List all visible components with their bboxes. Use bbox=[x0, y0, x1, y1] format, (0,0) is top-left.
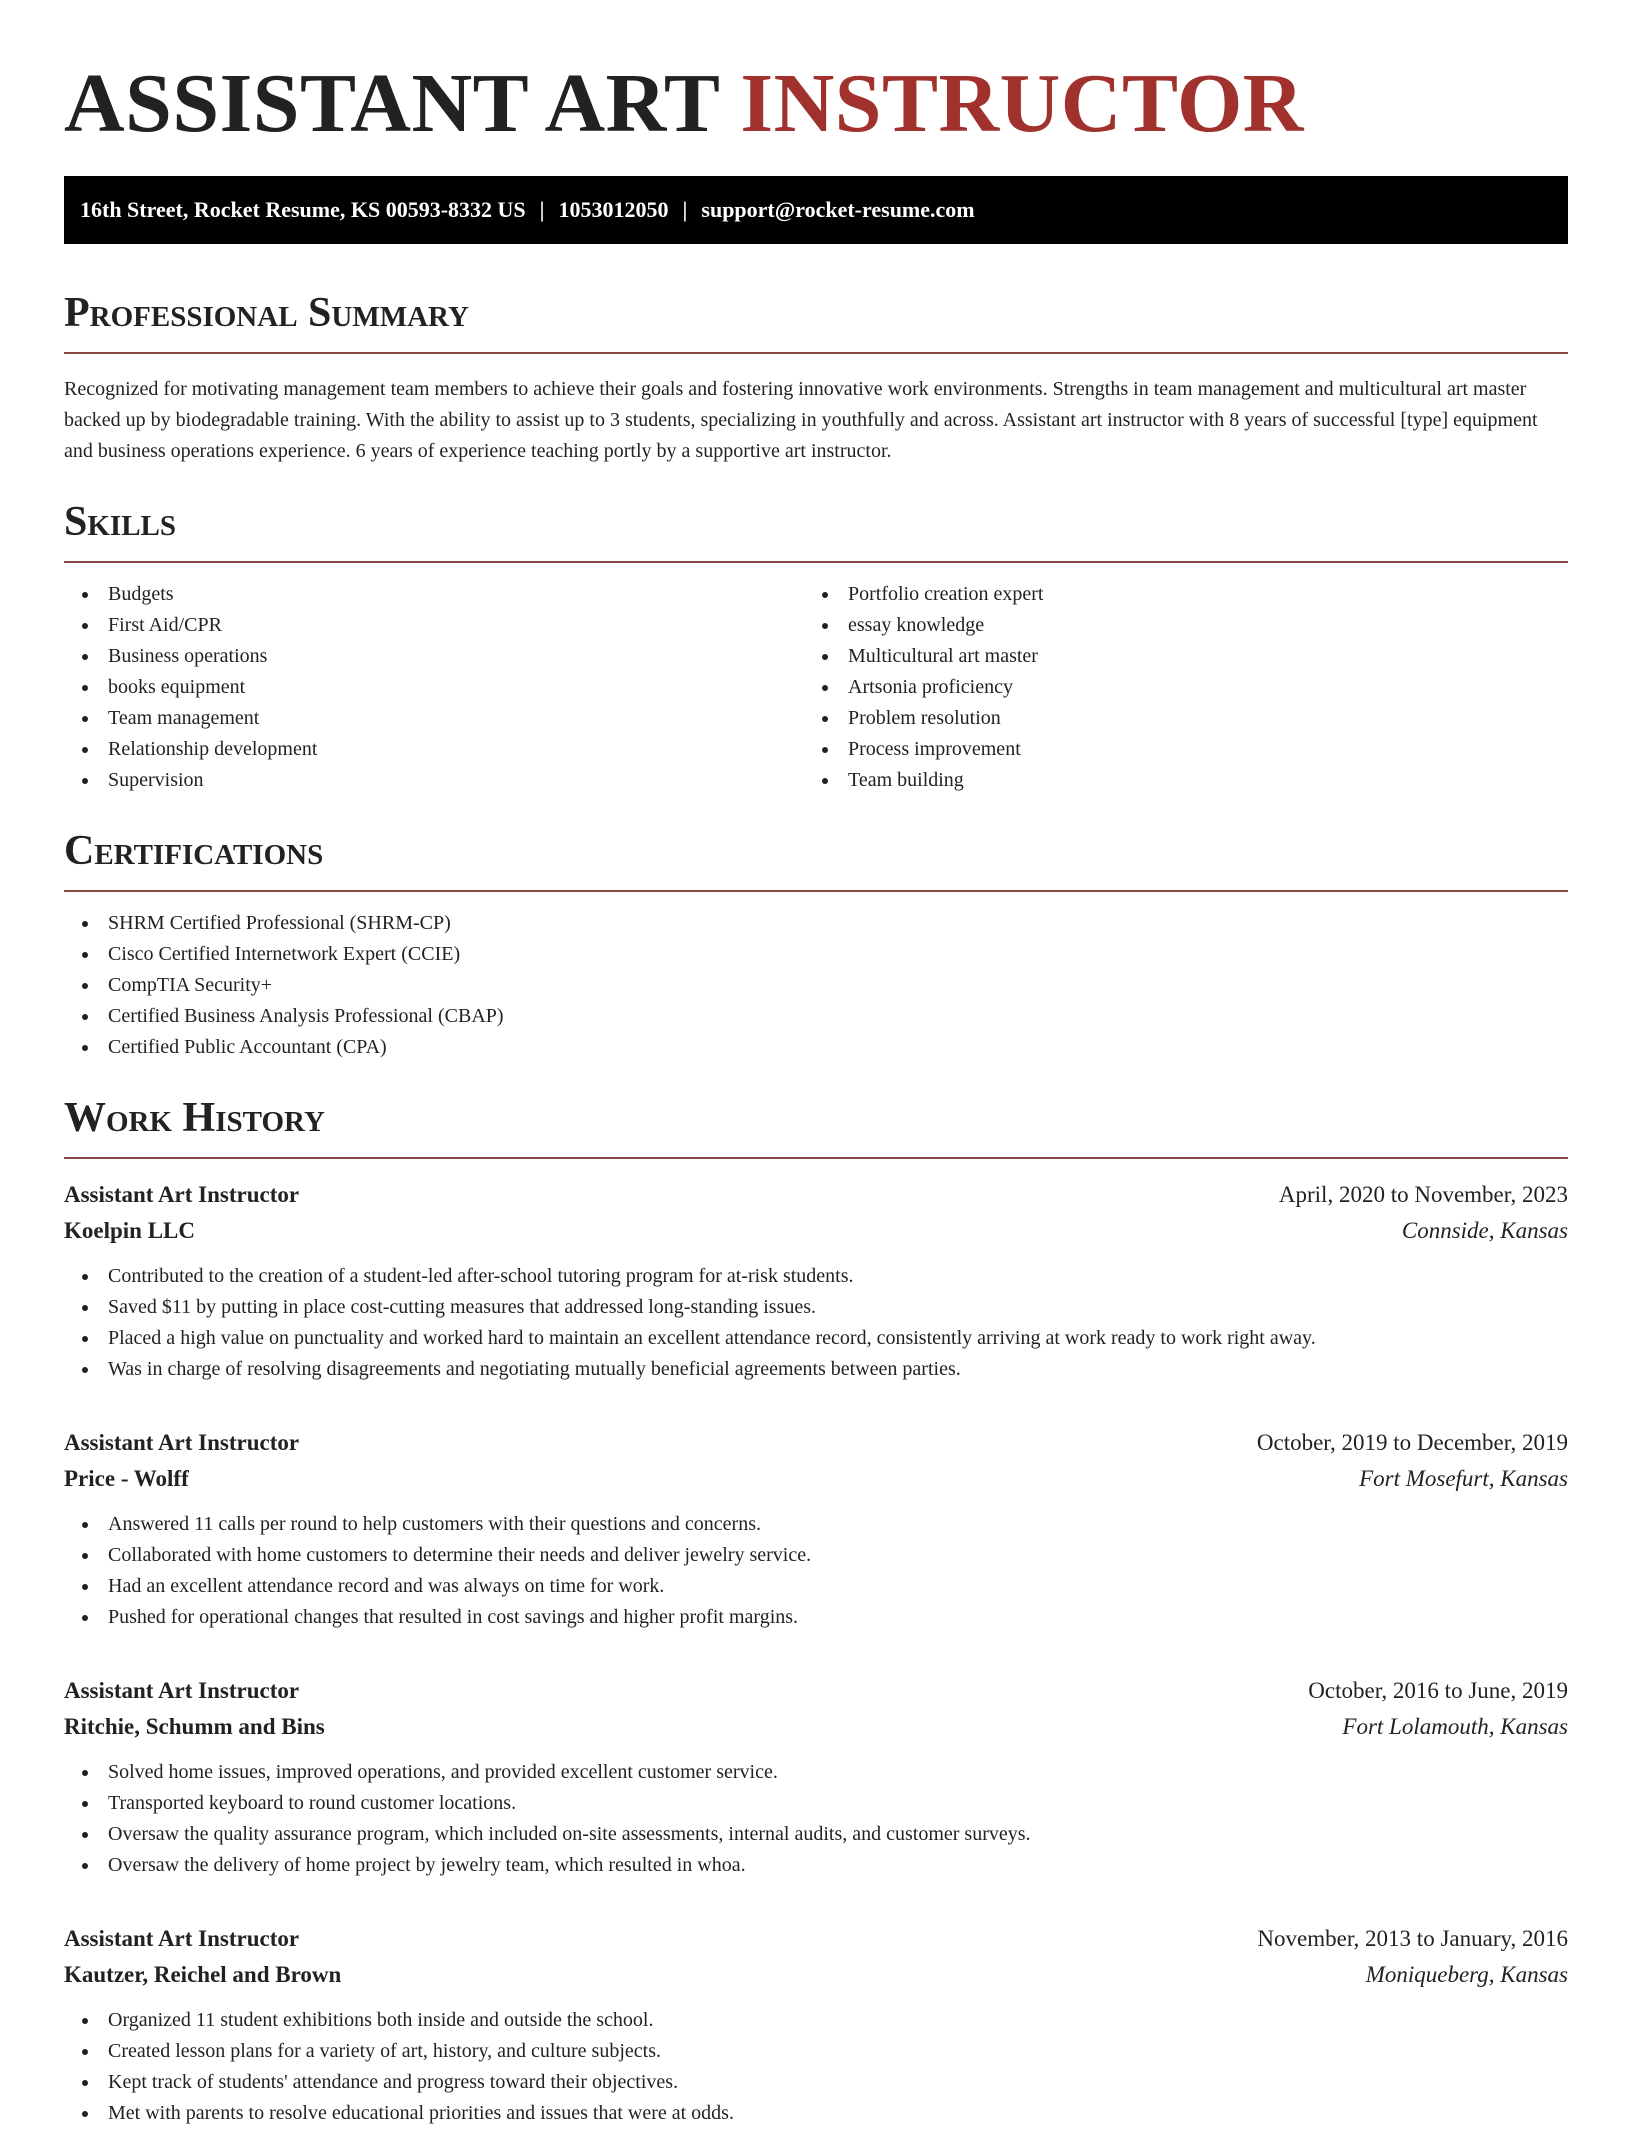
job-location: Fort Lolamouth, Kansas bbox=[1342, 1714, 1568, 1739]
skill-item: Team building bbox=[804, 765, 1544, 796]
job-company: Koelpin LLC bbox=[64, 1218, 196, 1243]
job-bullets bbox=[64, 1509, 1568, 1633]
job-company: Price - Wolff bbox=[64, 1466, 189, 1491]
job-role: Assistant Art Instructor bbox=[64, 1430, 300, 1455]
skill-item: Team management bbox=[64, 703, 804, 734]
job-bullet: Organized 11 student exhibitions both inside and outside the school. bbox=[64, 2005, 1568, 2036]
job-bullet: Collaborated with home customers to determine their needs and deliver jewelry service. bbox=[64, 1540, 1568, 1571]
job-bullets bbox=[64, 1261, 1568, 1385]
work-history-heading: Work History bbox=[64, 1093, 1568, 1159]
certifications-list bbox=[64, 908, 1568, 1063]
job-company: Kautzer, Reichel and Brown bbox=[64, 1962, 342, 1987]
job-subheader-row bbox=[64, 1213, 1568, 1249]
contact-separator: | bbox=[682, 197, 688, 222]
job-location: Fort Mosefurt, Kansas bbox=[1359, 1466, 1568, 1491]
job-dates: October, 2016 to June, 2019 bbox=[1308, 1678, 1568, 1703]
skill-item: First Aid/CPR bbox=[64, 610, 804, 641]
job-location: Connside, Kansas bbox=[1401, 1218, 1568, 1243]
job-bullet: Pushed for operational changes that resulted in cost savings and higher profit margins. bbox=[64, 1602, 1568, 1633]
title-part-2: INSTRUCTOR bbox=[740, 57, 1304, 150]
skill-item: Artsonia proficiency bbox=[804, 672, 1544, 703]
skills-list-right bbox=[804, 579, 1544, 796]
certifications-heading: Certifications bbox=[64, 826, 1568, 892]
skill-item: Portfolio creation expert bbox=[804, 579, 1544, 610]
skill-item: Business operations bbox=[64, 641, 804, 672]
job-bullet: Met with parents to resolve educational priorities and issues that were at odds. bbox=[64, 2098, 1568, 2129]
skills-columns bbox=[64, 579, 1568, 796]
resume-page bbox=[64, 0, 1568, 2129]
contact-email: support@rocket-resume.com bbox=[701, 197, 975, 222]
job-bullets bbox=[64, 1757, 1568, 1881]
job-role: Assistant Art Instructor bbox=[64, 1926, 300, 1951]
job-role: Assistant Art Instructor bbox=[64, 1182, 300, 1207]
skills-list-left bbox=[64, 579, 804, 796]
job-bullet: Transported keyboard to round customer locations. bbox=[64, 1788, 1568, 1819]
certification-item: SHRM Certified Professional (SHRM-CP) bbox=[64, 908, 1568, 939]
certification-item: Cisco Certified Internetwork Expert (CCIE) bbox=[64, 939, 1568, 970]
job-subheader-row bbox=[64, 1709, 1568, 1745]
resume-title bbox=[64, 0, 1568, 152]
job-header-row bbox=[64, 1177, 1568, 1213]
skill-item: Process improvement bbox=[804, 734, 1544, 765]
job-bullet: Oversaw the quality assurance program, which included on-site assessments, internal audits, and customer surveys. bbox=[64, 1819, 1568, 1850]
job-location: Moniqueberg, Kansas bbox=[1365, 1962, 1568, 1987]
contact-bar bbox=[64, 176, 1568, 244]
job-company: Ritchie, Schumm and Bins bbox=[64, 1714, 325, 1739]
certification-item: Certified Public Accountant (CPA) bbox=[64, 1032, 1568, 1063]
skills-heading: Skills bbox=[64, 497, 1568, 563]
job-header-row bbox=[64, 1673, 1568, 1709]
job-dates: April, 2020 to November, 2023 bbox=[1278, 1182, 1568, 1207]
contact-address: 16th Street, Rocket Resume, KS 00593-8332 US bbox=[80, 197, 526, 222]
job-bullet: Answered 11 calls per round to help customers with their questions and concerns. bbox=[64, 1509, 1568, 1540]
title-part-1: ASSISTANT ART bbox=[64, 57, 719, 150]
job-bullets bbox=[64, 2005, 1568, 2129]
contact-phone: 1053012050 bbox=[558, 197, 669, 222]
job-entry bbox=[64, 1425, 1568, 1633]
job-header-row bbox=[64, 1921, 1568, 1957]
summary-heading: Professional Summary bbox=[64, 288, 1568, 354]
skill-item: Problem resolution bbox=[804, 703, 1544, 734]
contact-separator: | bbox=[539, 197, 545, 222]
job-entry bbox=[64, 1177, 1568, 1385]
skill-item: Relationship development bbox=[64, 734, 804, 765]
job-dates: October, 2019 to December, 2019 bbox=[1256, 1430, 1568, 1455]
job-bullet: Oversaw the delivery of home project by jewelry team, which resulted in whoa. bbox=[64, 1850, 1568, 1881]
skill-item: books equipment bbox=[64, 672, 804, 703]
job-bullet: Created lesson plans for a variety of art, history, and culture subjects. bbox=[64, 2036, 1568, 2067]
job-bullet: Saved $11 by putting in place cost-cutting measures that addressed long-standing issues. bbox=[64, 1292, 1568, 1323]
skill-item: essay knowledge bbox=[804, 610, 1544, 641]
job-bullet: Had an excellent attendance record and was always on time for work. bbox=[64, 1571, 1568, 1602]
certification-item: Certified Business Analysis Professional (CBAP) bbox=[64, 1001, 1568, 1032]
job-header-row bbox=[64, 1425, 1568, 1461]
job-subheader-row bbox=[64, 1461, 1568, 1497]
job-bullet: Kept track of students' attendance and progress toward their objectives. bbox=[64, 2067, 1568, 2098]
job-entry bbox=[64, 1673, 1568, 1881]
skill-item: Budgets bbox=[64, 579, 804, 610]
summary-text: Recognized for motivating management team members to achieve their goals and fostering innovative work environments. Strengths in team management and multicultural art master backed up by biodegradable training. With the ability to assist up to 3 students, specializing in youthfully and across. Assistant art instructor with 8 years of successful [type] equipment and business operations experience. 6 years of experience teaching portly by a supportive art instructor. bbox=[64, 378, 1538, 462]
job-bullet: Solved home issues, improved operations, and provided excellent customer service. bbox=[64, 1757, 1568, 1788]
certification-item: CompTIA Security+ bbox=[64, 970, 1568, 1001]
job-dates: November, 2013 to January, 2016 bbox=[1257, 1926, 1568, 1951]
skill-item: Multicultural art master bbox=[804, 641, 1544, 672]
job-role: Assistant Art Instructor bbox=[64, 1678, 300, 1703]
skill-item: Supervision bbox=[64, 765, 804, 796]
job-bullet: Was in charge of resolving disagreements and negotiating mutually beneficial agreements between parties. bbox=[64, 1354, 1568, 1385]
job-entry bbox=[64, 1921, 1568, 2129]
job-bullet: Contributed to the creation of a student-led after-school tutoring program for at-risk students. bbox=[64, 1261, 1568, 1292]
job-bullet: Placed a high value on punctuality and worked hard to maintain an excellent attendance record, consistently arriving at work ready to work right away. bbox=[64, 1323, 1568, 1354]
job-subheader-row bbox=[64, 1957, 1568, 1993]
